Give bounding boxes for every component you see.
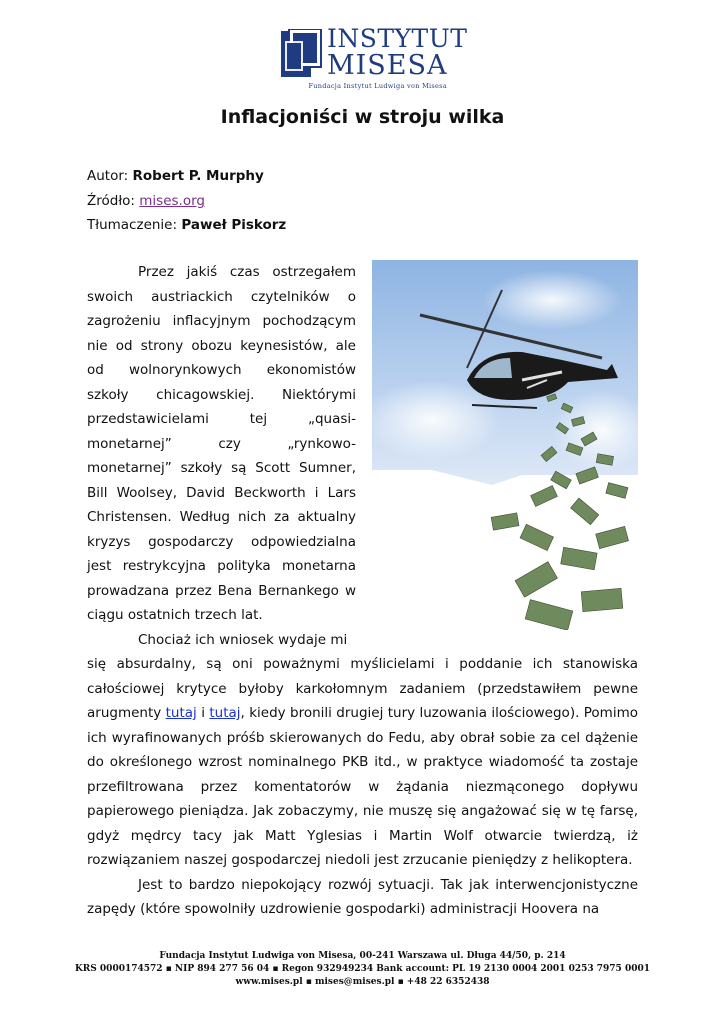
article-body-full [87, 652, 638, 922]
logo-word-misesa: MISESA [327, 50, 448, 81]
logo-tagline: Fundacja Instytut Ludwiga von Misesa [308, 82, 447, 90]
paragraph-3: Jest to bardzo niepokojący rozwój sytuacji. Tak jak interwencjonistyczne zapędy (które spowolniły uzdrowienie gospodarki) administracji Hoovera na [87, 876, 638, 917]
link-tutaj-2[interactable]: tutaj [209, 705, 241, 721]
paragraph-2-text-a: się absurdalny, są oni poważnymi myślicielami i poddanie ich stanowiska całościowej krytyce byłoby karkołomnym zadaniem (przedstawiłem pewne arugmenty [87, 656, 638, 721]
logo-mark-icon [281, 29, 323, 79]
link-tutaj-1[interactable]: tutaj [165, 705, 197, 721]
author-line [87, 167, 264, 185]
translation-line [87, 216, 286, 234]
article-column [87, 260, 356, 652]
page-footer [0, 950, 725, 989]
paragraph-2-text-c: , kiedy bronili drugiej tury luzowania ilościowego). Pomimo ich wyrafinowanych próśb skierowanych do Fedu, aby obrał sobie za cel dążenie do określonego wzrost nominalnego PKB itd., w praktyce wiadomość ta zostaje przefiltrowana przez komentatorów w żądania niezmąconego dopływu papierowego pieniądza. Jak zobaczymy, nie muszę się angażować się w tę farsę, gdyż mędrcy tacy jak Matt Yglesias i Martin Wolf otwarcie twierdzą, iż rozwiązaniem naszej gospodarczej niedoli jest zrzucanie pieniędzy z helikoptera. [87, 705, 638, 868]
helicopter-money-illustration [372, 260, 638, 630]
institute-logo [281, 24, 468, 93]
source-link[interactable]: mises.org [139, 193, 205, 209]
author-name: Robert P. Murphy [132, 168, 264, 184]
paragraph-1: Przez jakiś czas ostrzegałem swoich austriackich czytelników o zagrożeniu inflacyjnym pochodzącym nie od strony obozu keynesistów, ale od wolnorynkowych ekonomistów szkoły chicagowskiej. Niektórymi przedstawicielami tej „quasi-monetarnej” czy „rynkowo-monetarnej” szkoły są Scott Sumner, Bill Woolsey, David Beckworth i Lars Christensen. Według nich za aktualny kryzys gospodarczy odpowiedzialna jest restrykcyjna polityka monetarna prowadzana przez Bena Bernankego w ciągu ostatnich trzech lat. [87, 264, 356, 623]
source-line [87, 192, 205, 210]
footer-registry: KRS 0000174572 ▪ NIP 894 277 56 04 ▪ Regon 932949234 Bank account: PL 19 2130 0004 2001 0253 7975 0001 [74, 964, 650, 974]
translation-label: Tłumaczenie: [87, 217, 182, 233]
author-label: Autor: [87, 168, 133, 184]
footer-address: Fundacja Instytut Ludwiga von Misesa, 00-241 Warszawa ul. Długa 44/50, p. 214 [159, 951, 566, 961]
footer-contact: www.mises.pl ▪ mises@mises.pl ▪ +48 22 6352438 [235, 977, 490, 987]
source-label: Źródło: [87, 193, 140, 209]
article-title: Inflacjoniści w stroju wilka [220, 106, 505, 128]
paragraph-2-continued [87, 652, 638, 873]
paragraph-2-start: Chociaż ich wniosek wydaje mi [138, 631, 348, 648]
logo-word-instytut: INSTYTUT [327, 24, 468, 53]
paragraph-2-text-b: i [196, 705, 210, 721]
translator-name: Paweł Piskorz [181, 217, 287, 233]
